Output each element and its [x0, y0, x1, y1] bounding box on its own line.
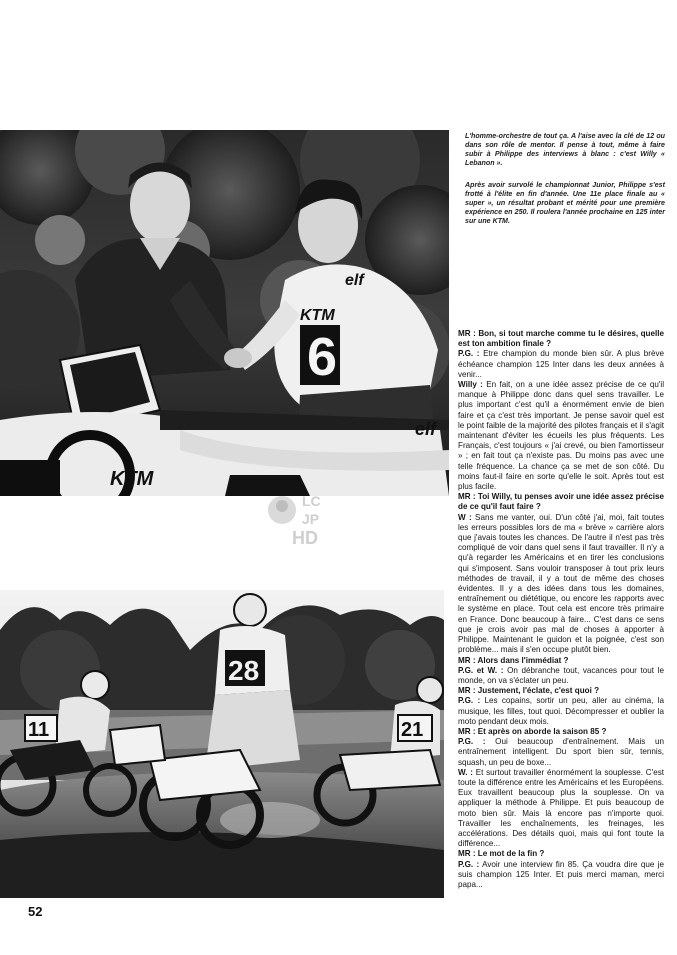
page-number: 52	[28, 904, 43, 919]
answer	[458, 737, 664, 768]
jersey-brand: KTM	[300, 307, 335, 324]
answer	[458, 513, 664, 656]
answer-text: Et surtout travailler énormément la souplesse. C'est toute la différence entre les Américains et les Européens. Eux travaillent beaucoup plus la souplesse. On va appliquer la méthode à Philippe. Et puis beaucoup de moto bien sûr. Mais là encore pas n'importe quoi. Travailler les enchaînements, les freinages, les accélérations. Des détails quoi, mais qui font toute la différence...	[458, 767, 664, 849]
svg-text:HD: HD	[292, 528, 318, 548]
answer	[458, 380, 664, 492]
svg-text:LC: LC	[302, 493, 321, 509]
speaker-label: P.G. :	[458, 696, 481, 706]
rider-number: 6	[307, 327, 338, 387]
question: MR : Toi Willy, tu penses avoir une idée assez précise de ce qu'il faut faire ?	[458, 492, 664, 512]
photo-motocross-race	[0, 590, 444, 898]
race-number-11: 11	[28, 719, 50, 741]
speaker-label: W. :	[458, 767, 473, 777]
answer-text: Sans me vanter, oui. D'un côté j'ai, moi, fait toutes les erreurs possibles lors de ma « brève » carrière alors que j'avais toutes les chances. De l'autre il n'est pas très compliqué de voir dans quel sens il faut travailler. Il n'y a qu'à regarder les Américains et en tirer les conclusions qui s'imposent. Sans vouloir transposer à tout prix leurs méthodes de travail, il y a tout de même des choses évidentes. Il y a des idées dans tous les domaines, entraînement ou diététique, ou encore les rapports avec le système en place. Tout cela est encore très primaire en France. Donc beaucoup à faire... C'est dans ce sens que je crois avoir pas mal de choses à apporter à Philippe. Maintenant le guidon et la poignée, c'est son problème... mais il s'en occupe plutôt bien.	[458, 512, 664, 655]
race-number-28: 28	[228, 655, 260, 686]
interview-article	[458, 329, 664, 909]
answer	[458, 696, 664, 727]
answer	[458, 860, 664, 891]
answer	[458, 349, 664, 380]
photo-handshake	[0, 130, 449, 496]
race-number-21: 21	[401, 719, 424, 741]
question: MR : Alors dans l'immédiat ?	[458, 655, 569, 665]
answer-text: En fait, on a une idée assez précise de ce qu'il manque à Philippe donc dans quel sens travailler. Le plus important c'est qu'il a énormément envie de bien faire et ça c'est très important. Je pense savoir quel est le point faible de la majorité des pilotes français et il s'agit maintenant d'éviter les écueils les plus fréquents. Les Français, c'est toujours « j'ai crevé, ou bien l'amortisseur » ; en fait tout ça n'existe pas. Du moins pas avec une telle fréquence. La chance ça se met de son côté. Du moins faut-il faire en sorte qu'elle le soit. Après tout est plus facile.	[458, 380, 664, 492]
watermark-logo	[266, 488, 336, 548]
answer-text: Avoir une interview fin 85. Ça voudra dire que je suis champion 125 Inter. Et puis merci maman, merci papa...	[458, 859, 664, 889]
photo-caption-1: L'homme-orchestre de tout ça. A l'aise avec la clé de 12 ou dans son rôle de mentor. Il pense à tout, même à faire subir à Philippe des interviews à blanc : c'est Willy « Lebanon ».	[465, 132, 665, 168]
answer-text: On débranche tout, vacances pour tout le monde, on va s'éclater un peu.	[458, 665, 664, 685]
photo-caption-2: Après avoir survolé le championnat Junior, Philippe s'est frotté à l'élite en fin d'année. Une 11e place finale au « super », un résultat probant et mérité pour une première expérience en 250. Il roulera l'année prochaine en 125 inter sur une KTM.	[465, 181, 665, 226]
answer-text: Etre champion du monde bien sûr. A plus brève échéance champion 125 Inter dans les deux années à venir...	[458, 349, 664, 379]
speaker-label: P.G. et W. :	[458, 665, 504, 675]
jersey-sponsor: elf	[345, 272, 364, 289]
svg-text:JP: JP	[302, 511, 320, 527]
answer-text: Les copains, sortir un peu, aller au cinéma, la musique, les filles, tout quoi. Décompresser et oublier la moto pendant deux mois.	[458, 696, 664, 726]
answer	[458, 666, 664, 686]
question: MR : Le mot de la fin ?	[458, 849, 545, 859]
speaker-label: P.G. :	[458, 859, 480, 869]
answer	[458, 768, 664, 850]
answer-text: Oui beaucoup d'entraînement. Mais un entraînement intelligent. Du sport bien sûr, tennis, squash, un peu de boxe...	[458, 737, 664, 767]
question: MR : Bon, si tout marche comme tu le désires, quelle est ton ambition finale ?	[458, 329, 664, 349]
question: MR : Et après on aborde la saison 85 ?	[458, 726, 607, 736]
speaker-label: P.G. :	[458, 349, 480, 359]
speaker-label: W :	[458, 512, 472, 522]
question: MR : Justement, l'éclate, c'est quoi ?	[458, 686, 600, 696]
bike-sponsor: elf	[415, 419, 437, 439]
speaker-label: P.G. :	[458, 737, 486, 747]
bike-brand: KTM	[110, 468, 154, 490]
speaker-label: Willy :	[458, 380, 483, 390]
